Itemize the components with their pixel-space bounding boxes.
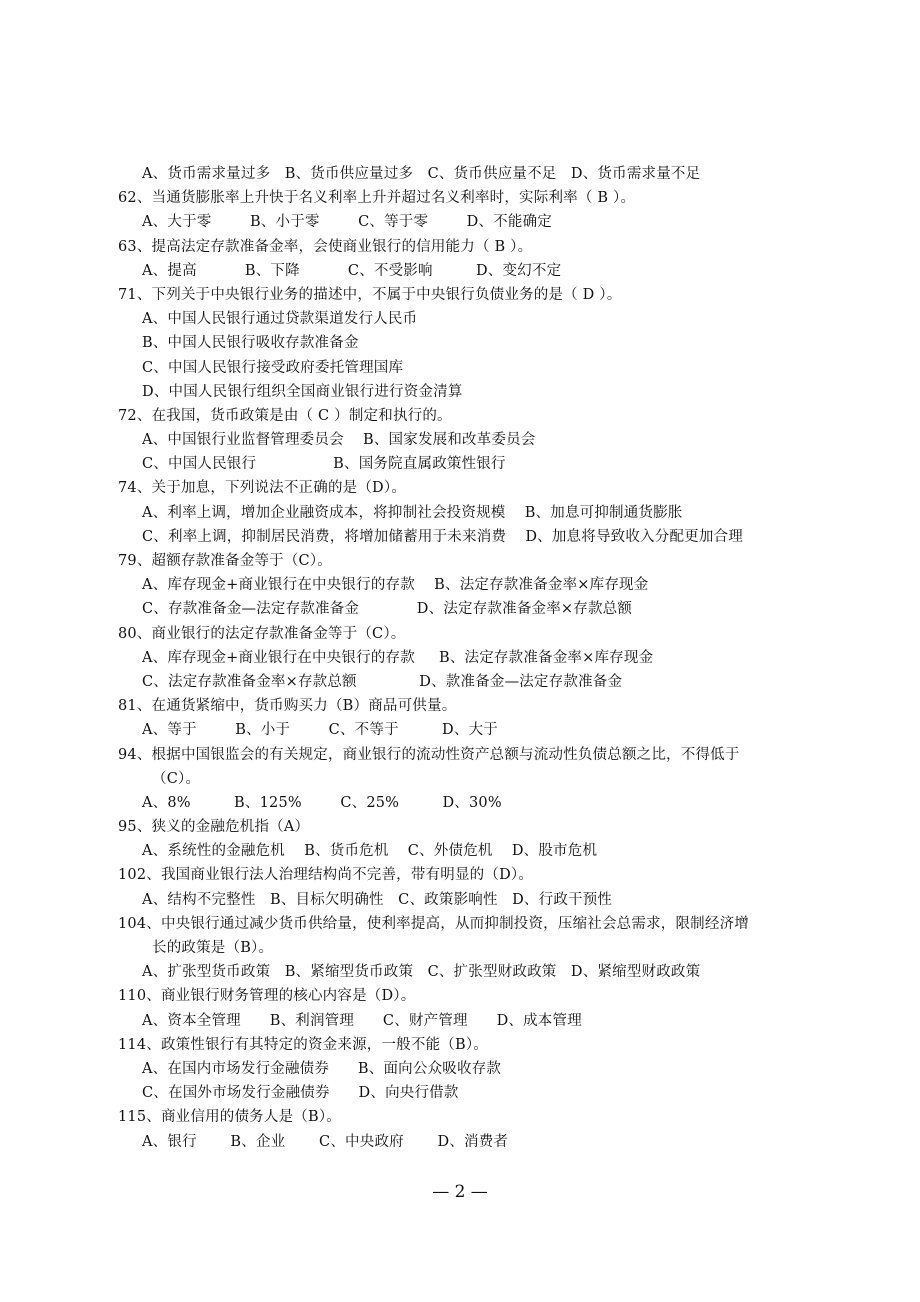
option-line: A、货币需求量过多 B、货币供应量过多 C、货币供应量不足 D、货币需求量不足 bbox=[142, 166, 701, 182]
question-line: 94、根据中国银监会的有关规定，商业银行的流动性资产总额与流动性负债总额之比，不得低于 bbox=[118, 746, 740, 763]
question-line: 62、当通货膨胀率上升快于名义利率上升并超过名义利率时，实际利率（ B ）。 bbox=[118, 190, 636, 207]
question-line: 63、提高法定存款准备金率，会使商业银行的信用能力（ B ）。 bbox=[118, 238, 533, 255]
option-line: A、大于零 B、小于零 C、等于零 D、不能确定 bbox=[142, 214, 552, 231]
question-line: 104、中央银行通过减少货币供给量，使利率提高，从而抑制投资，压缩社会总需求，限制经济增 bbox=[118, 915, 749, 932]
question-line: 81、在通货紧缩中，货币购买力（B）商品可供量。 bbox=[118, 698, 457, 715]
option-line: C、法定存款准备金率×存款总额 D、款准备金—法定存款准备金 bbox=[142, 673, 623, 690]
question-list bbox=[118, 162, 818, 1154]
question-line: 114、政策性银行有其特定的资金来源，一般不能（B）。 bbox=[118, 1036, 488, 1053]
question-line: 80、商业银行的法定存款准备金等于（C）。 bbox=[118, 625, 406, 642]
question-line: 71、下列关于中央银行业务的描述中，不属于中央银行负债业务的是（ D ）。 bbox=[118, 286, 622, 303]
option-line: A、系统性的金融危机 B、货币危机 C、外债危机 D、股市危机 bbox=[142, 843, 598, 860]
question-line: 110、商业银行财务管理的核心内容是（D）。 bbox=[118, 988, 416, 1005]
question-continuation: 长的政策是（B）。 bbox=[152, 940, 274, 956]
option-line: A、库存现金+商业银行在中央银行的存款 B、法定存款准备金率×库存现金 bbox=[142, 649, 654, 666]
option-line: C、中国人民银行接受政府委托管理国库 bbox=[142, 359, 404, 376]
option-line: A、库存现金+商业银行在中央银行的存款 B、法定存款准备金率×库存现金 bbox=[142, 577, 649, 594]
option-line: A、提高 B、下降 C、不受影响 D、变幻不定 bbox=[142, 262, 562, 279]
option-line: C、存款准备金—法定存款准备金 D、法定存款准备金率×存款总额 bbox=[142, 601, 633, 618]
option-line: A、利率上调，增加企业融资成本，将抑制社会投资规模 B、加息可抑制通货膨胀 bbox=[142, 504, 683, 521]
question-line: 115、商业信用的债务人是（B）。 bbox=[118, 1109, 341, 1126]
option-line: A、银行 B、企业 C、中央政府 D、消费者 bbox=[142, 1133, 509, 1150]
question-line: 72、在我国，货币政策是由（ C ）制定和执行的。 bbox=[118, 407, 452, 424]
question-line: 79、超额存款准备金等于（C）。 bbox=[118, 553, 332, 569]
option-line: B、中国人民银行吸收存款准备金 bbox=[142, 335, 359, 352]
question-line: 102、我国商业银行法人治理结构尚不完善，带有明显的（D）。 bbox=[118, 867, 534, 884]
option-line: A、扩张型货币政策 B、紧缩型货币政策 C、扩张型财政政策 D、紧缩型财政政策 bbox=[142, 964, 701, 981]
question-line: 74、关于加息，下列说法不正确的是（D）。 bbox=[118, 480, 407, 497]
option-line: C、利率上调，抑制居民消费，将增加储蓄用于未来消费 D、加息将导致收入分配更加合理 bbox=[142, 528, 743, 545]
question-continuation: （C）。 bbox=[152, 770, 201, 787]
option-line: A、在国内市场发行金融债券 B、面向公众吸收存款 bbox=[142, 1060, 502, 1077]
option-line: A、等于 B、小于 C、不等于 D、大于 bbox=[142, 722, 498, 739]
option-line: C、在国外市场发行金融债券 D、向央行借款 bbox=[142, 1085, 459, 1102]
option-line: A、中国银行业监督管理委员会 B、国家发展和改革委员会 bbox=[142, 432, 536, 449]
option-line: A、8% B、125% C、25% D、30% bbox=[142, 794, 502, 811]
option-line: C、中国人民银行 B、国务院直属政策性银行 bbox=[142, 456, 506, 473]
option-line: A、结构不完整性 B、目标欠明确性 C、政策影响性 D、行政干预性 bbox=[142, 891, 613, 908]
option-line: A、中国人民银行通过贷款渠道发行人民币 bbox=[142, 311, 418, 328]
question-line: 95、狭义的金融危机指（A） bbox=[118, 819, 310, 836]
option-line: A、资本全管理 B、利润管理 C、财产管理 D、成本管理 bbox=[142, 1012, 582, 1029]
page-number: — 2 — bbox=[432, 1182, 488, 1202]
option-line: D、中国人民银行组织全国商业银行进行资金清算 bbox=[142, 383, 463, 400]
